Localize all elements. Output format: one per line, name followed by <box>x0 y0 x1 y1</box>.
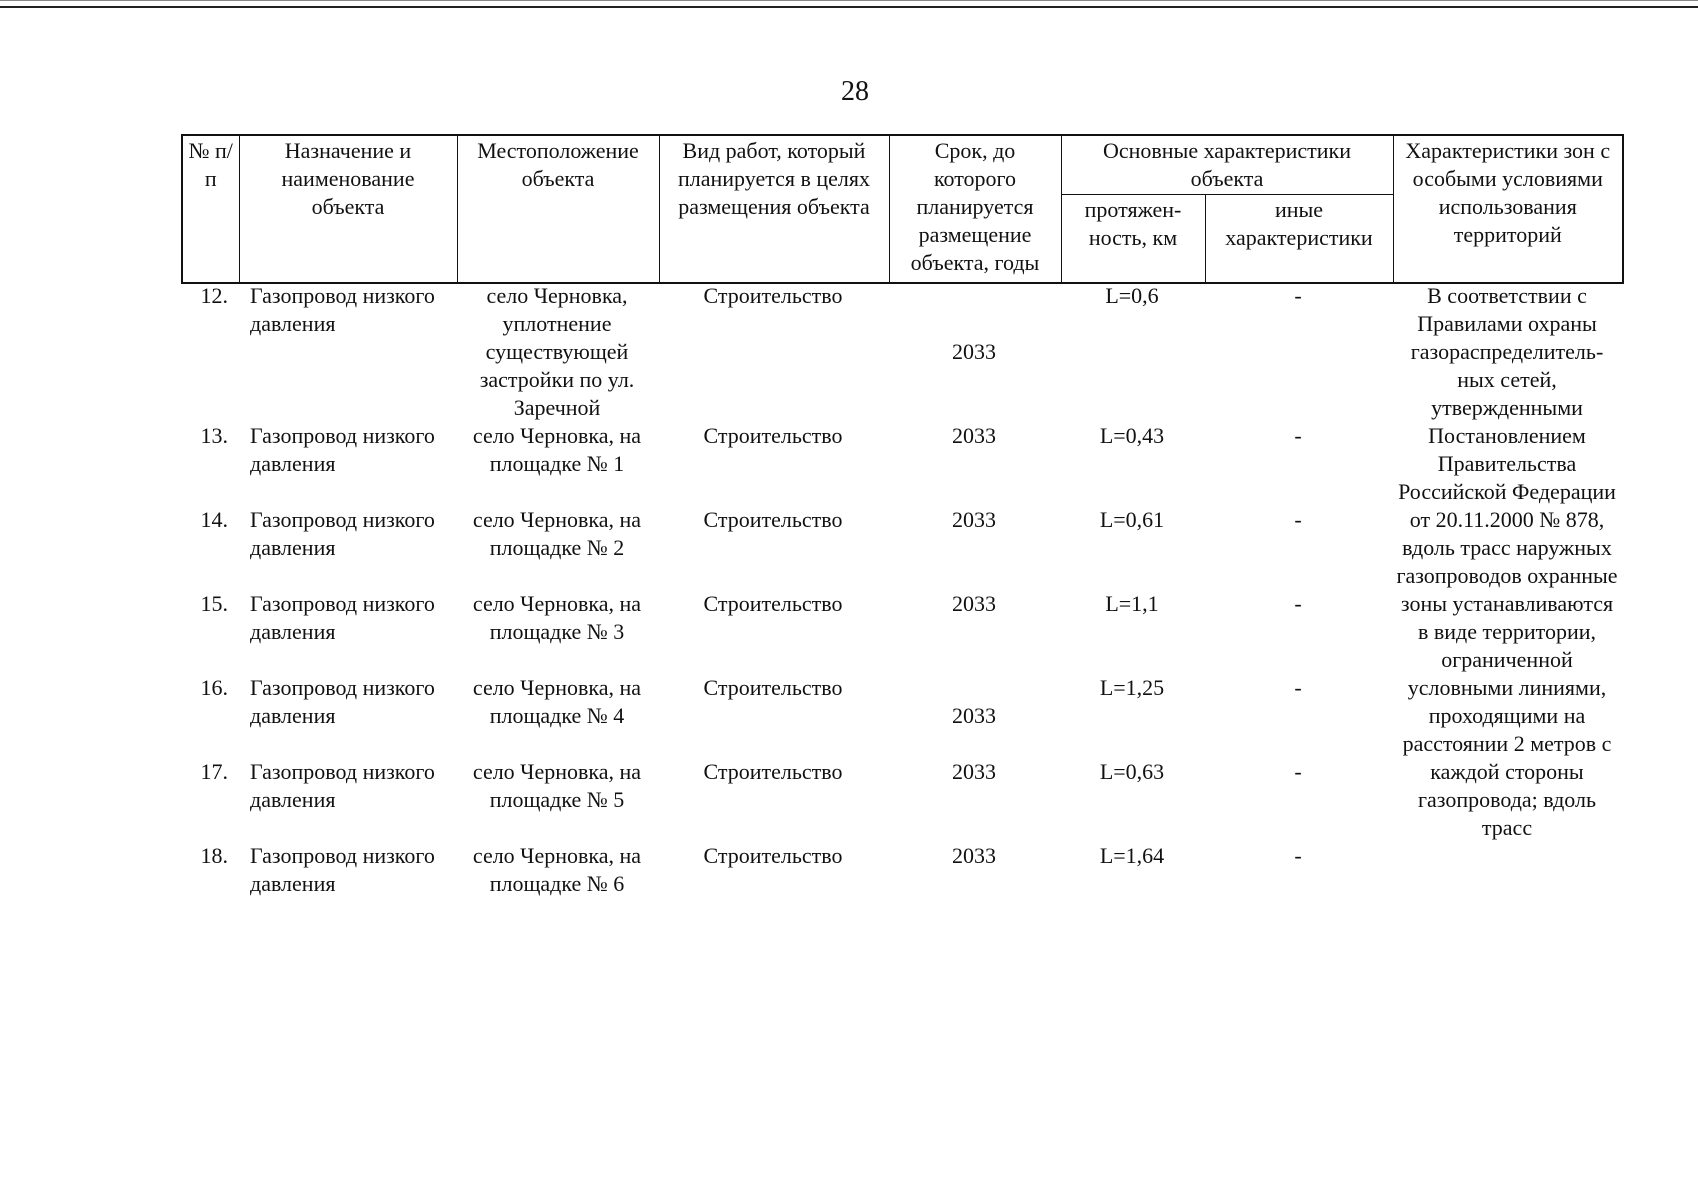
row-work: Строительство <box>703 843 843 868</box>
row-location: село Черновка, на площадке № 5 <box>472 759 642 812</box>
zones-description: В соответствии с Правилами охраны газораспределитель-ных сетей, утвержденными Постановлением Правительства Российской Федерации от 20.11.2000 № 878, вдоль трасс наружных газопроводов охранные зоны устанавливаются в виде территории, ограниченной условными линиями, проходящими на расстоянии 2 метров с каждой стороны газопровода; вдоль трасс <box>1396 283 1618 840</box>
row-name: Газопровод низкого давления <box>250 591 435 644</box>
row-year: 2033 <box>952 507 996 532</box>
row-location: село Черновка, на площадке № 6 <box>472 843 642 896</box>
row-year: 2033 <box>952 703 996 728</box>
row-other: - <box>1294 507 1302 532</box>
row-year: 2033 <box>952 339 996 364</box>
row-location: село Черновка, на площадке № 2 <box>472 507 642 560</box>
row-other: - <box>1294 283 1302 308</box>
header-work-type: Вид работ, который планируется в целях размещения объекта <box>659 135 889 283</box>
row-year: 2033 <box>952 423 996 448</box>
row-location: село Черновка, уплотнение существующей застройки по ул. Заречной <box>479 283 635 420</box>
row-num: 12. <box>200 283 228 308</box>
row-name: Газопровод низкого давления <box>250 423 435 476</box>
row-name: Газопровод низкого давления <box>250 283 435 336</box>
row-num: 13. <box>200 423 228 448</box>
row-other: - <box>1294 591 1302 616</box>
page-number: 28 <box>841 76 869 107</box>
row-work: Строительство <box>703 591 843 616</box>
table-row <box>181 282 1622 422</box>
row-other: - <box>1294 843 1302 868</box>
row-name: Газопровод низкого давления <box>250 759 435 812</box>
row-work: Строительство <box>703 283 843 308</box>
row-name: Газопровод низкого давления <box>250 843 435 896</box>
row-length: L=0,61 <box>1099 507 1165 532</box>
row-work: Строительство <box>703 759 843 784</box>
row-location: село Черновка, на площадке № 4 <box>472 675 642 728</box>
row-year: 2033 <box>952 759 996 784</box>
row-num: 17. <box>200 759 228 784</box>
row-name: Газопровод низкого давления <box>250 675 435 728</box>
row-num: 14. <box>200 507 228 532</box>
header-location: Местоположение объекта <box>457 135 659 283</box>
row-length: L=1,64 <box>1099 843 1165 868</box>
row-work: Строительство <box>703 423 843 448</box>
row-other: - <box>1294 759 1302 784</box>
header-deadline: Срок, до которого планируется размещение объекта, годы <box>889 135 1061 283</box>
row-length: L=0,63 <box>1099 759 1165 784</box>
row-num: 15. <box>200 591 228 616</box>
row-name: Газопровод низкого давления <box>250 507 435 560</box>
header-length: протяжен-ность, км <box>1061 195 1205 283</box>
row-length: L=0,6 <box>1105 283 1159 308</box>
row-location: село Черновка, на площадке № 1 <box>472 423 642 476</box>
table-header <box>181 134 1624 284</box>
row-location: село Черновка, на площадке № 3 <box>472 591 642 644</box>
row-other: - <box>1294 675 1302 700</box>
header-main-characteristics: Основные характеристики объекта <box>1061 135 1393 195</box>
header-num: № п/п <box>182 135 239 283</box>
row-length: L=0,43 <box>1099 423 1165 448</box>
row-length: L=1,25 <box>1099 675 1165 700</box>
row-work: Строительство <box>703 675 843 700</box>
header-other-characteristics: иные характеристики <box>1205 195 1393 283</box>
row-work: Строительство <box>703 507 843 532</box>
top-rule <box>0 6 1698 8</box>
header-name: Назначение и наименование объекта <box>239 135 457 283</box>
row-other: - <box>1294 423 1302 448</box>
header-zones: Характеристики зон с особыми условиями использования территорий <box>1393 135 1623 283</box>
row-year: 2033 <box>952 591 996 616</box>
row-num: 18. <box>200 843 228 868</box>
row-num: 16. <box>200 675 228 700</box>
row-length: L=1,1 <box>1105 591 1159 616</box>
top-edge-line <box>0 0 1698 1</box>
row-year: 2033 <box>952 843 996 868</box>
table-body <box>181 282 1622 926</box>
